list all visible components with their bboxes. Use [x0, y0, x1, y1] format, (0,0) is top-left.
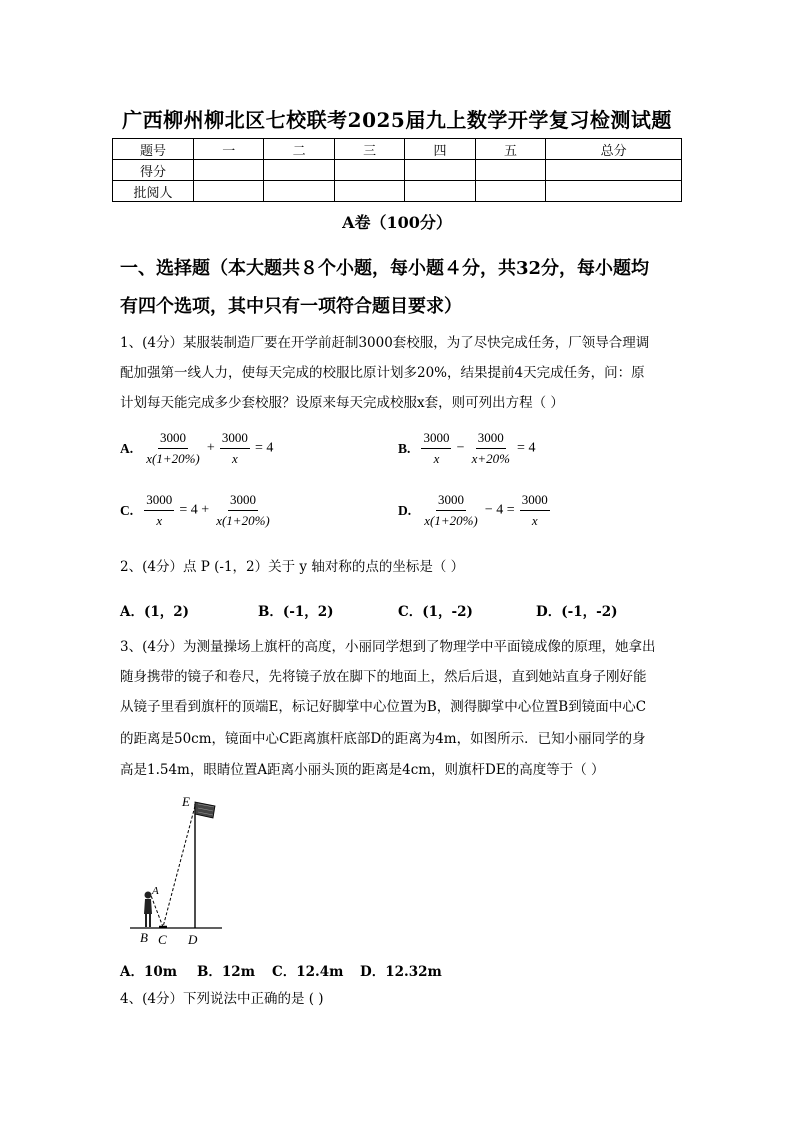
- option-label: C.: [120, 502, 134, 518]
- part1-heading-line1: 一、选择题（本大题共８个小题，每小题４分，共32分，每小题均: [120, 258, 650, 279]
- denominator: x: [231, 451, 238, 466]
- denominator: x(1+20%): [146, 451, 200, 466]
- q3-line2: 随身携带的镜子和卷尺，先将镜子放在脚下的地面上，然后后退，直到她站直身子刚好能: [120, 669, 647, 685]
- score-cell[interactable]: [264, 181, 334, 202]
- q3-option-c[interactable]: C．12.4m: [272, 964, 344, 980]
- denominator: x: [531, 513, 538, 528]
- q1-line3: 计划每天能完成多少套校服？设原来每天完成校服x套，则可列出方程（ ）: [120, 395, 564, 411]
- score-table-row: [113, 181, 682, 202]
- label-d: D: [188, 932, 198, 947]
- flagpole-figure: [126, 790, 236, 950]
- score-table-header-row: [113, 139, 682, 160]
- equation-rhs: = 4: [254, 440, 274, 456]
- fraction: [144, 492, 174, 529]
- operator: − 4 =: [484, 502, 515, 518]
- header-cell: 题号: [113, 139, 194, 160]
- q3-option-a[interactable]: A．10m: [120, 964, 178, 980]
- option-label: A.: [120, 440, 134, 456]
- q1-option-d[interactable]: [398, 492, 550, 529]
- exam-title: 广西柳州柳北区七校联考2025届九上数学开学复习检测试题: [122, 108, 672, 132]
- denominator: x+20%: [471, 451, 510, 466]
- numerator: 3000: [220, 430, 250, 449]
- numerator: 3000: [476, 430, 506, 449]
- q2-option-c[interactable]: C．(1，-2): [398, 604, 473, 620]
- score-cell[interactable]: [405, 160, 475, 181]
- operator: = 4 +: [179, 502, 210, 518]
- score-cell[interactable]: [334, 160, 404, 181]
- header-cell: 四: [405, 139, 475, 160]
- q3-option-d[interactable]: D．12.32m: [360, 964, 442, 980]
- option-label: D.: [398, 502, 412, 518]
- score-cell[interactable]: [475, 181, 545, 202]
- header-cell: 一: [194, 139, 264, 160]
- header-cell: 五: [475, 139, 545, 160]
- q1-line1: 1、(4分）某服装制造厂要在开学前赶制3000套校服，为了尽快完成任务，厂领导合理调: [120, 335, 650, 351]
- q4-text: 4、(4分）下列说法中正确的是 ( ): [120, 991, 324, 1007]
- girl-figure: [144, 892, 152, 928]
- numerator: 3000: [520, 492, 550, 511]
- denominator: x(1+20%): [424, 513, 478, 528]
- q2-option-d[interactable]: D．(-1，-2): [536, 604, 618, 620]
- numerator: 3000: [228, 492, 258, 511]
- fraction: [470, 430, 512, 467]
- q1-line2: 配加强第一线人力，使每天完成的校服比原计划多20%，结果提前4天完成任务，问：原: [120, 365, 645, 381]
- q1-option-b[interactable]: [398, 430, 535, 467]
- numerator: 3000: [158, 430, 188, 449]
- numerator: 3000: [436, 492, 466, 511]
- header-cell: 二: [264, 139, 334, 160]
- label-a: A: [152, 885, 159, 897]
- denominator: x: [433, 451, 440, 466]
- option-label: B.: [398, 440, 411, 456]
- score-cell[interactable]: [546, 181, 682, 202]
- q2-text: 2、(4分）点 P (-1，2）关于 y 轴对称的点的坐标是（ ）: [120, 559, 465, 575]
- score-cell[interactable]: [546, 160, 682, 181]
- score-cell[interactable]: [264, 160, 334, 181]
- header-cell: 三: [334, 139, 404, 160]
- score-cell[interactable]: [194, 160, 264, 181]
- q3-option-b[interactable]: B．12m: [197, 964, 255, 980]
- label-e: E: [182, 794, 190, 809]
- q3-line5: 高是1.54m，眼睛位置A距离小丽头顶的距离是4cm，则旗杆DE的高度等于（ ）: [120, 762, 605, 778]
- sight-line-ec: [163, 806, 195, 927]
- q2-option-b[interactable]: B．(-1，2): [258, 604, 334, 620]
- fraction: [214, 492, 272, 529]
- fraction: [144, 430, 202, 467]
- score-table: [112, 138, 682, 202]
- q2-option-a[interactable]: A．(1，2): [120, 604, 190, 620]
- q3-line3: 从镜子里看到旗杆的顶端E，标记好脚掌中心位置为B，测得脚掌中心位置B到镜面中心C: [120, 699, 647, 715]
- label-b: B: [140, 930, 148, 945]
- numerator: 3000: [421, 430, 451, 449]
- numerator: 3000: [144, 492, 174, 511]
- equation-rhs: = 4: [517, 440, 536, 456]
- fraction: [422, 492, 480, 529]
- label-c: C: [158, 932, 167, 947]
- denominator: x: [156, 513, 163, 528]
- flag: [195, 802, 215, 818]
- fraction: [520, 492, 550, 529]
- sight-line-ca: [150, 893, 163, 927]
- operator: +: [206, 440, 215, 456]
- score-cell[interactable]: [475, 160, 545, 181]
- q3-line1: 3、(4分）为测量操场上旗杆的高度，小丽同学想到了物理学中平面镜成像的原理，她拿出: [120, 639, 656, 655]
- q1-option-c[interactable]: [120, 492, 272, 529]
- row-label: 得分: [113, 160, 194, 181]
- operator: −: [456, 440, 465, 456]
- score-table-row: [113, 160, 682, 181]
- score-cell[interactable]: [334, 181, 404, 202]
- header-cell: 总分: [546, 139, 682, 160]
- denominator: x(1+20%): [216, 513, 270, 528]
- q1-option-a[interactable]: [120, 430, 273, 467]
- section-a-heading: A卷（100分）: [342, 213, 452, 232]
- fraction: [421, 430, 451, 467]
- row-label: 批阅人: [113, 181, 194, 202]
- score-cell[interactable]: [405, 181, 475, 202]
- fraction: [220, 430, 250, 467]
- q3-line4: 的距离是50cm，镜面中心C距离旗杆底部D的距离为4m，如图所示．已知小丽同学的身: [120, 731, 646, 747]
- part1-heading-line2: 有四个选项，其中只有一项符合题目要求）: [120, 296, 462, 317]
- score-cell[interactable]: [194, 181, 264, 202]
